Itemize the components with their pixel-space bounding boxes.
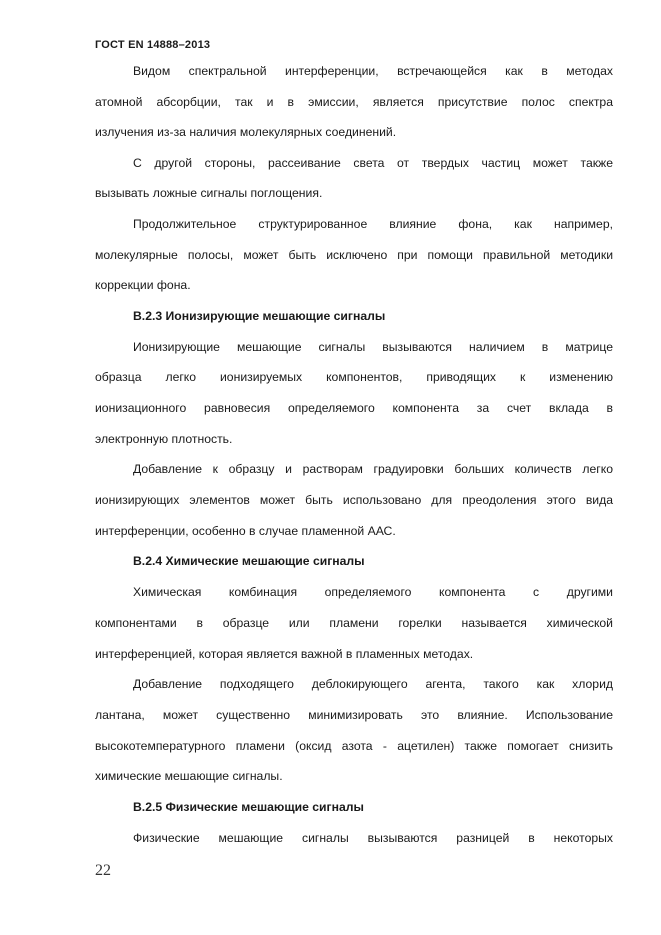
text-line: химические мешающие сигналы.: [95, 769, 283, 783]
text-line: компонентами в образце или пламени горелки называется химической: [95, 616, 613, 630]
text-line: образца легко ионизируемых компонентов, приводящих к изменению: [95, 370, 613, 384]
text-line: лантана, может существенно минимизировать это влияние. Использование: [95, 708, 613, 722]
text-line: С другой стороны, рассеивание света от твердых частиц может также: [133, 156, 613, 170]
section-heading: B.2.5 Физические мешающие сигналы: [133, 800, 364, 814]
text-line: высокотемпературного пламени (оксид азота - ацетилен) также помогает снизить: [95, 739, 613, 753]
text-line: излучения из-за наличия молекулярных соединений.: [95, 125, 397, 139]
text-line: атомной абсорбции, так и в эмиссии, является присутствие полос спектра: [95, 95, 613, 109]
document-code: ГОСТ EN 14888–2013: [95, 39, 211, 51]
text-line: ионизационного равновесия определяемого компонента за счет вклада в: [95, 401, 613, 415]
text-line: интерференцией, которая является важной в пламенных методах.: [95, 647, 474, 661]
text-line: Добавление к образцу и растворам градуировки больших количеств легко: [133, 462, 613, 476]
text-line: Добавление подходящего деблокирующего агента, такого как хлорид: [133, 677, 613, 691]
text-line: Продолжительное структурированное влияние фона, как например,: [133, 217, 613, 231]
text-line: ионизирующих элементов может быть использовано для преодоления этого вида: [95, 493, 613, 507]
text-line: молекулярные полосы, может быть исключено при помощи правильной методики: [95, 248, 613, 262]
text-line: Химическая комбинация определяемого компонента с другими: [133, 585, 613, 599]
text-line: вызывать ложные сигналы поглощения.: [95, 186, 323, 200]
text-line: Физические мешающие сигналы вызываются разницей в некоторых: [133, 831, 613, 845]
text-line: электронную плотность.: [95, 432, 233, 446]
text-line: интерференции, особенно в случае пламенной ААС.: [95, 524, 396, 538]
page-number: 22: [95, 862, 111, 879]
text-line: Ионизирующие мешающие сигналы вызываются наличием в матрице: [133, 340, 613, 354]
text-line: Видом спектральной интерференции, встречающейся как в методах: [133, 64, 613, 78]
text-line: коррекции фона.: [95, 278, 191, 292]
section-heading: B.2.4 Химические мешающие сигналы: [133, 554, 365, 568]
section-heading: B.2.3 Ионизирующие мешающие сигналы: [133, 309, 386, 323]
